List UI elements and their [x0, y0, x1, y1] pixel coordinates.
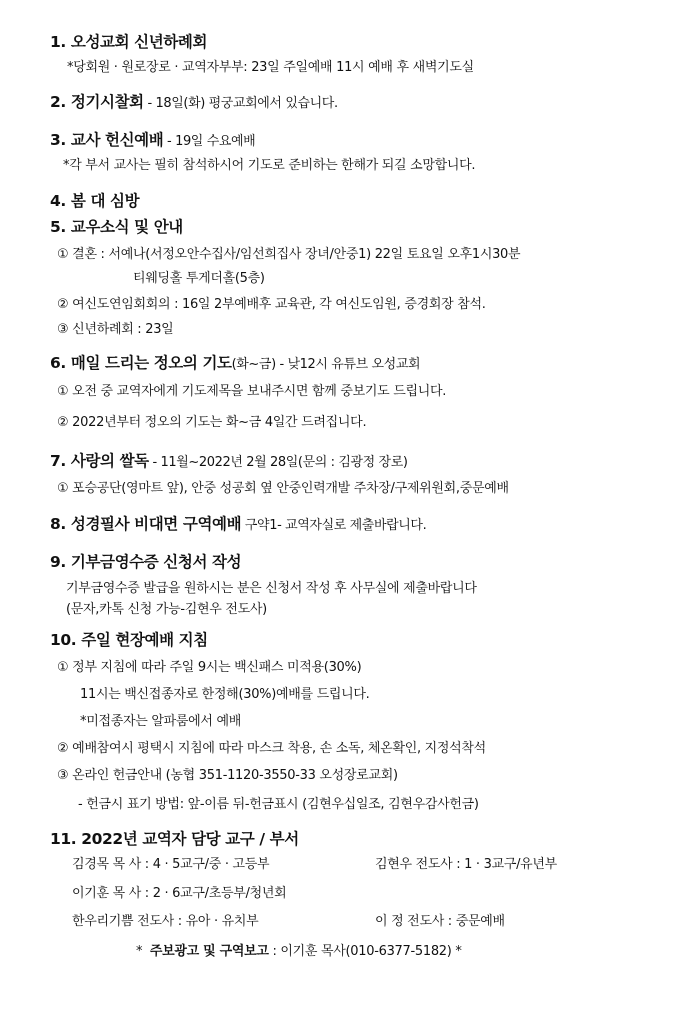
section-6-title: 6. 매일 드리는 정오의 기도: [50, 354, 232, 372]
section-7-item-1: ① 포승공단(영마트 앞), 안중 성공회 옆 안중인력개발 주차장/구제위원회,중문예배: [57, 481, 509, 496]
section-5-item-1-cont: 티웨딩홀 투게더홀(5층): [133, 271, 265, 286]
section-10-item-1-cont: 11시는 백신접종자로 한정해(30%)예배를 드립니다.: [80, 687, 370, 702]
section-10-item-2: ② 예배참여시 평택시 지침에 따라 마스크 착용, 손 소독, 체온확인, 지정석착석: [57, 741, 486, 756]
section-2: [50, 93, 338, 113]
section-6-item-2: ② 2022년부터 정오의 기도는 화~금 4일간 드려집니다.: [57, 415, 367, 430]
section-5-item-3: ③ 신년하례회 : 23일: [57, 322, 174, 337]
section-10-title: 10. 주일 현장예배 지침: [50, 631, 208, 649]
section-10-item-1-note: *미접종자는 알파룸에서 예배: [80, 714, 241, 729]
section-1-line: *당회원 · 원로장로 · 교역자부부: 23일 주일예배 11시 예배 후 새벽기도실: [67, 60, 474, 75]
section-6-item-1: ① 오전 중 교역자에게 기도제목을 보내주시면 함께 중보기도 드립니다.: [57, 384, 447, 399]
section-11-title: 11. 2022년 교역자 담당 교구 / 부서: [50, 830, 299, 848]
section-5-title: 5. 교우소식 및 안내: [50, 218, 183, 236]
section-10-item-3: ③ 온라인 헌금안내 (농협 351-1120-3550-33 오성장로교회): [57, 768, 398, 783]
section-9-line-2: (문자,카톡 신청 가능-김현우 전도사): [66, 602, 267, 617]
footer-bold: 주보광고 및 구역보고: [149, 944, 269, 959]
section-5-item-1: ① 결혼 : 서예나(서정오안수집사/임선희집사 장녀/안중1) 22일 토요일 오후1시30분: [57, 247, 521, 262]
section-7-title: 7. 사랑의 쌀독: [50, 452, 149, 470]
section-3-text: - 19일 수요예배: [163, 134, 256, 149]
footer-star-left: *: [136, 944, 143, 959]
section-6: [50, 354, 420, 374]
footer-contact: [136, 943, 462, 961]
section-10-item-3-cont: - 헌금시 표기 방법: 앞-이름 뒤-헌금표시 (김현우십일조, 김현우감사헌금): [78, 797, 479, 812]
staff-row-2-left: 이기훈 목 사 : 2 · 6교구/초등부/청년회: [72, 886, 287, 901]
footer-star-right: *: [455, 944, 462, 959]
section-3-line: *각 부서 교사는 필히 참석하시어 기도로 준비하는 한해가 되길 소망합니다.: [63, 158, 476, 173]
section-2-title: 2. 정기시찰회: [50, 93, 144, 111]
section-6-text: (화~금) - 낮12시 유튜브 오성교회: [231, 357, 421, 372]
section-9-title: 9. 기부금영수증 신청서 작성: [50, 553, 242, 571]
section-4-title: 4. 봄 대 심방: [50, 192, 140, 210]
footer-text: : 이기훈 목사(010-6377-5182): [268, 944, 452, 959]
section-7-text: - 11월~2022년 2월 28일(문의 : 김광정 장로): [148, 455, 408, 470]
section-3-title: 3. 교사 헌신예배: [50, 131, 164, 149]
section-8: [50, 515, 426, 535]
section-10-item-1: ① 정부 지침에 따라 주일 9시는 백신패스 미적용(30%): [57, 660, 362, 675]
section-5-item-2: ② 여신도연임회회의 : 16일 2부예배후 교육관, 각 여신도임원, 증경회장 참석.: [57, 297, 486, 312]
section-8-text: 구약1- 교역자실로 제출바랍니다.: [241, 518, 427, 533]
staff-row-3-right: 이 정 전도사 : 중문예배: [375, 914, 505, 929]
section-3: [50, 131, 255, 151]
staff-row-1-left: 김경목 목 사 : 4 · 5교구/중 · 고등부: [72, 857, 270, 872]
section-7: [50, 452, 408, 472]
section-9-line-1: 기부금영수증 발급을 원하시는 분은 신청서 작성 후 사무실에 제출바랍니다: [66, 581, 477, 596]
section-2-text: - 18일(화) 평궁교회에서 있습니다.: [143, 96, 338, 111]
section-1-title: 1. 오성교회 신년하례회: [50, 33, 208, 51]
section-8-title: 8. 성경필사 비대면 구역예배: [50, 515, 242, 533]
staff-row-1-right: 김현우 전도사 : 1 · 3교구/유년부: [375, 857, 557, 872]
staff-row-3-left: 한우리기쁨 전도사 : 유아 · 유치부: [72, 914, 259, 929]
